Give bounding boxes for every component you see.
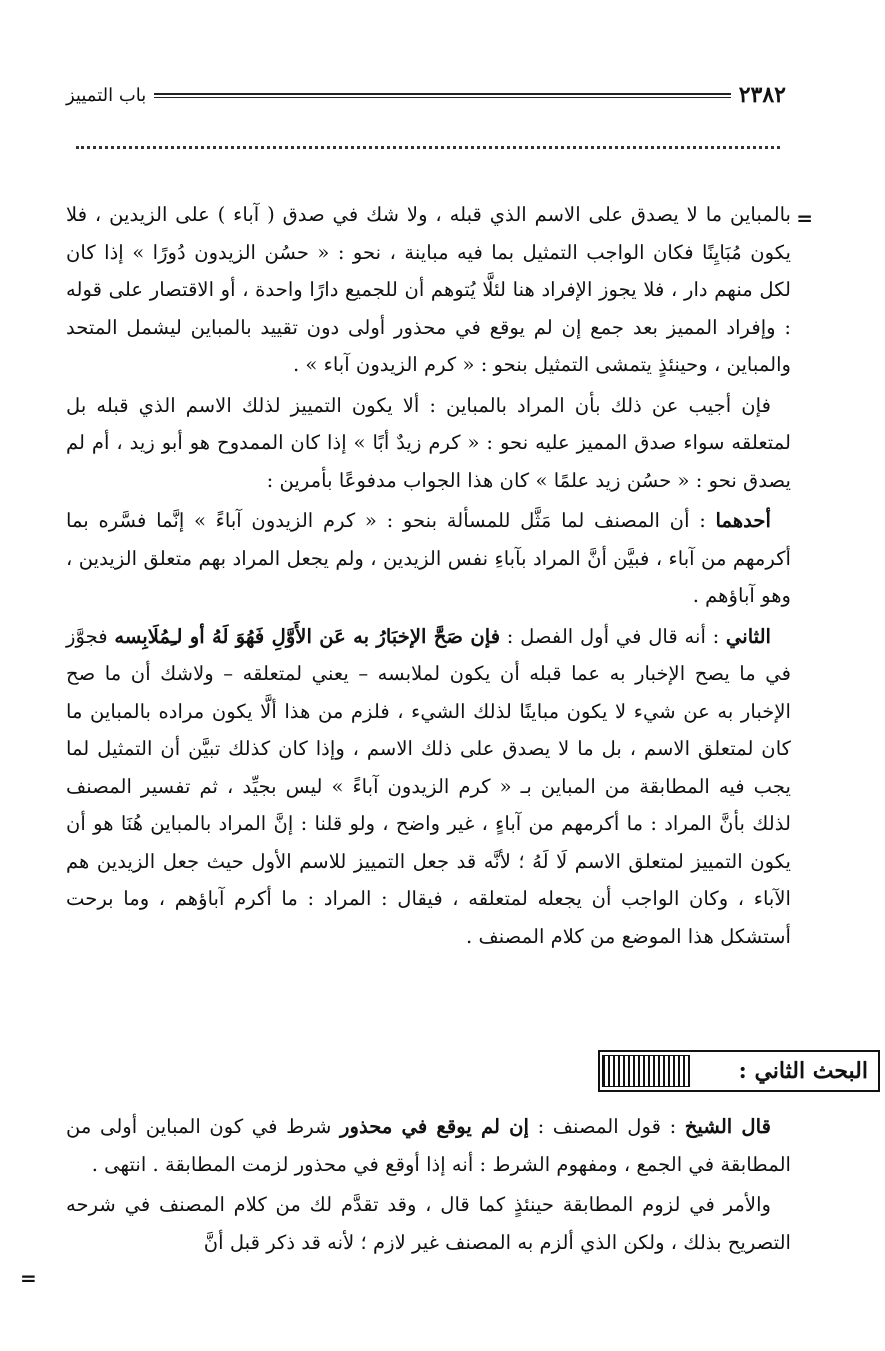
paragraph-text: : أنه قال في أول الفصل : (500, 624, 726, 648)
quoted-matn: إن لم يوقع في محذور (340, 1115, 529, 1138)
paragraph-text: : قول المصنف : (529, 1115, 685, 1138)
header-rule (154, 93, 730, 98)
paragraph-sheikh (66, 1108, 791, 1183)
paragraph-text: : أن المصنف لما مَثَّل للمسألة بنحو : « كرم الزيدون آباءً » إنَّما فسَّره بما أكرمهم من آباء ، فبيَّن أنَّ المراد بآباءِ نفس الزيدين ، ولم يجعل المراد بهم متعلق الزيدين ، وهو آباؤهم . (66, 509, 791, 607)
paragraph-first-reason (66, 502, 791, 615)
paragraph: والأمر في لزوم المطابقة حينئذٍ كما قال ، وقد تقدَّم لك من كلام المصنف في شرحه التصريح بذلك ، ولكن الذي ألزم به المصنف غير لازم ؛ لأنه قد ذكر قبل أنَّ (66, 1193, 791, 1254)
main-text-top (66, 196, 791, 958)
section-title: البحث الثاني : (738, 1058, 868, 1084)
continuation-mark-start: = (796, 206, 813, 230)
paragraph: فإن أجيب عن ذلك بأن المراد بالمباين : ألا يكون التمييز لذلك الاسم الذي قبله بل لمتعلقه سواء صدق المميز عليه نحو : « كرم زيدٌ أبًا » إذا كان الممدوح هو أبو زيد ، أم لم يصدق نحو : « حسُن زيد علمًا » كان هذا الجواب مدفوعًا بأمرين : (66, 393, 791, 492)
quoted-matn: فإن صَحَّ الإخبَارُ به عَن الأَوَّلِ فَهُوَ لَهُ أو لـِمُلَابِسه (114, 624, 501, 648)
paragraph: بالمباين ما لا يصدق على الاسم الذي قبله ، ولا شك في صدق ( آباء ) على الزيدين ، فلا يكون مُبَايِنًا فكان الواجب التمثيل بما فيه مباينة ، نحو : « حسُن الزيدون دُورًا » إذا كان لكل منهم دار ، فلا يجوز الإفراد هنا لئلَّا يُتوهم أن للجميع دارًا واحدة ، أو الاقتصار على قوله : وإفراد المميز بعد جمع إن لم يوقع في محذور أولى دون تقييد بالمباين ليشمل المتحد والمباين ، وحينئذٍ يتمشى التمثيل بنحو : « كرم الزيدون آباء » . (66, 203, 791, 376)
main-text-bottom (66, 1108, 791, 1264)
hatch-ornament (602, 1055, 690, 1087)
running-header (66, 78, 786, 112)
lead-word: أحدهما (715, 509, 771, 532)
section-heading (598, 1050, 880, 1092)
dotted-separator (76, 146, 780, 163)
page-number: ٢٣٨٢ (738, 82, 786, 108)
continuation-mark-end: = (20, 1266, 37, 1290)
lead-word: قال الشيخ (684, 1115, 771, 1138)
paragraph-second-reason (66, 618, 791, 956)
paragraph-text: شرط في كون المباين أولى من المطابقة في الجمع ، ومفهوم الشرط : أنه إذا أوقع في محذور لزمت المطابقة . انتهى . (66, 1115, 791, 1176)
paragraph-text: فجوَّز في ما يصح الإخبار به عما قبله أن يكون لملابسه – يعني لمتعلقه – ولاشك أن ما صح الإخبار به عن شيء لا يكون مباينًا لذلك الشيء ، فلزم من هذا ألَّا يكون مراده بالمباين ما كان لمتعلق الاسم ، بل ما لا يصدق على ذلك الاسم ، وإذا كان كذلك تبيَّن أن التمثيل لما يجب فيه المطابقة من المباين بـ « كرم الزيدون آباءً » ليس بجيِّد ، ثم تفسير المصنف لذلك بأنَّ المراد : ما أكرمهم من آباءٍ ، غير واضح ، ولو قلنا : إنَّ المراد بالمباين هُنَا هو أن يكون التمييز لمتعلق الاسم لَا لَهُ ؛ لأنَّه قد جعل التمييز للاسم الأول حيث جعل الزيدين هم الآباء ، وكان الواجب أن يجعله لمتعلقه ، فيقال : المراد : ما أكرم آباؤهم ، وما برحت أستشكل هذا الموضع من كلام المصنف . (66, 624, 791, 948)
chapter-title: باب التمييز (66, 84, 147, 106)
lead-word: الثاني (725, 624, 771, 648)
